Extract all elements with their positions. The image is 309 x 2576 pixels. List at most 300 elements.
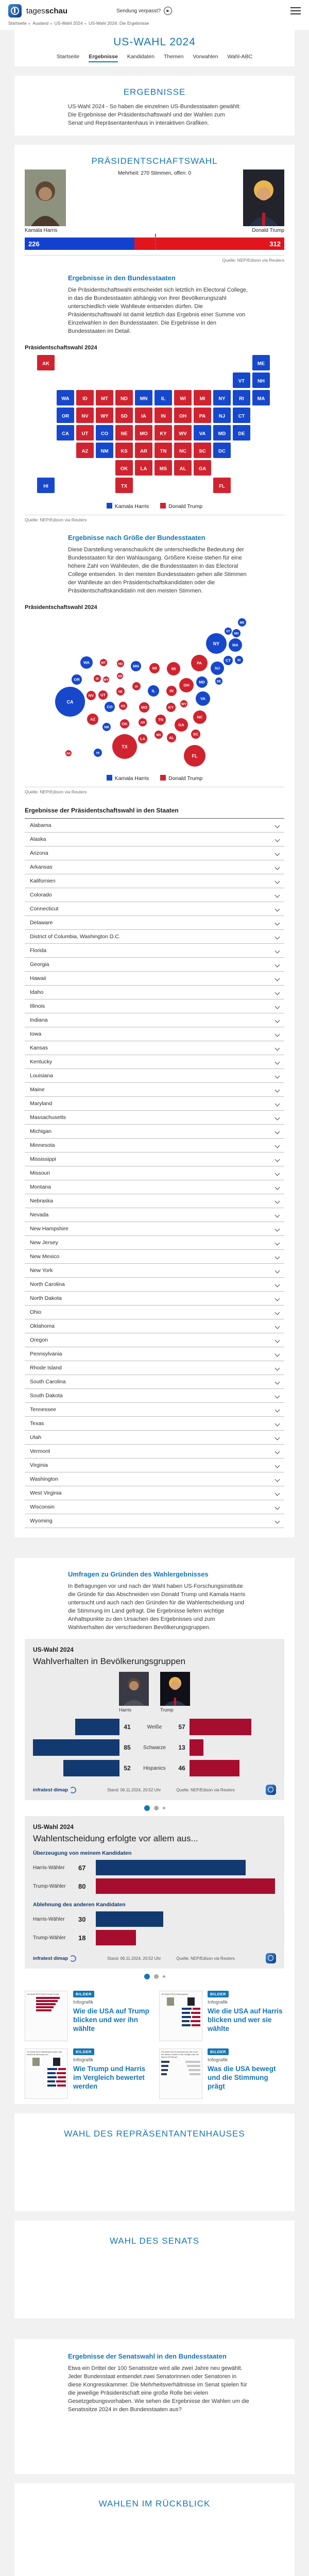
state-tile-NC[interactable] [174, 443, 192, 458]
state-bubble-GA[interactable] [175, 718, 188, 732]
state-tile-TX[interactable] [115, 478, 133, 493]
teaser-kicker: Infografik [208, 2057, 228, 2063]
teaser-title[interactable]: Wie die USA auf Harris blicken und wer sie wählte [208, 2007, 283, 2032]
state-tile-PA[interactable] [194, 408, 211, 423]
state-bubble-TN[interactable] [156, 715, 166, 725]
state-row-idaho[interactable] [25, 986, 284, 999]
state-bubble-WA[interactable] [80, 656, 93, 669]
state-tile-CA[interactable] [57, 425, 74, 440]
state-row-new-mexico[interactable] [25, 1250, 284, 1264]
chart-title: Wahlverhalten in Bevölkerungsgruppen [33, 1656, 186, 1666]
state-row-maryland[interactable] [25, 1097, 284, 1111]
chart-stand: Stand: 06.11.2024, 20:52 Uhr [107, 1787, 161, 1792]
breadcrumb-link[interactable]: Ausland [32, 21, 49, 26]
svg-text:MD: MD [199, 680, 205, 685]
state-bubble-MD[interactable] [196, 676, 208, 688]
state-tile-ME[interactable] [252, 355, 270, 370]
state-tile-OK[interactable] [115, 460, 133, 476]
value: 80 [78, 1882, 86, 1890]
state-tile-CO[interactable] [96, 425, 113, 440]
state-row-label: Ohio [30, 1309, 42, 1315]
state-tile-ID[interactable] [76, 390, 94, 405]
brand-wordmark[interactable] [26, 7, 67, 15]
state-row-rhode-island[interactable] [25, 1361, 284, 1375]
state-tile-WI[interactable] [174, 390, 192, 405]
state-row-new-hampshire[interactable] [25, 1222, 284, 1236]
state-tile-LA[interactable] [135, 460, 152, 476]
state-row-florida[interactable] [25, 944, 284, 958]
state-row-vermont[interactable] [25, 1445, 284, 1459]
svg-text:MN: MN [140, 396, 148, 402]
state-bubble-SD[interactable] [117, 673, 123, 679]
state-bubble-NV[interactable] [87, 691, 96, 700]
demographic-row-schwarze [33, 1737, 276, 1758]
motivation-row [33, 1858, 276, 1877]
state-tile-NM[interactable] [96, 443, 113, 458]
state-row-label: West Virginia [30, 1490, 62, 1496]
majority-marker [155, 234, 156, 250]
svg-text:VT: VT [226, 630, 230, 634]
svg-text:AL: AL [169, 735, 174, 740]
state-bubble-FL[interactable] [184, 745, 205, 767]
state-tile-UT[interactable] [76, 425, 94, 440]
harris-bar [96, 1911, 163, 1927]
svg-text:AR: AR [140, 448, 147, 454]
state-bubble-MO[interactable] [139, 702, 149, 713]
state-bubble-VT[interactable] [225, 628, 232, 635]
state-row-district-of-columbia-washington-d-c-[interactable] [25, 930, 284, 944]
state-row-label: Illinois [30, 1003, 45, 1009]
state-tile-DE[interactable] [233, 425, 250, 440]
chevron-down-icon [275, 1504, 280, 1510]
chevron-down-icon [275, 1351, 280, 1357]
state-tile-MD[interactable] [213, 425, 231, 440]
sendung-verpasst-link[interactable] [116, 7, 172, 15]
bilder-badge: BILDER [73, 2048, 94, 2055]
state-bubble-NE[interactable] [116, 687, 125, 696]
harris-name: Kamala Harris [25, 228, 58, 233]
breadcrumb-separator: ▸ [84, 22, 87, 26]
svg-text:SC: SC [199, 448, 206, 454]
legend-label-trump: Donald Trump [168, 775, 203, 782]
map-label: Präsidentschaftswahl 2024 [25, 345, 97, 351]
state-row-label: Florida [30, 947, 47, 954]
state-tile-FL[interactable] [213, 478, 231, 493]
state-bubble-PA[interactable] [191, 655, 208, 671]
svg-text:GA: GA [178, 722, 184, 727]
state-tile-IL[interactable] [154, 390, 172, 405]
state-bubble-CA[interactable] [55, 687, 85, 717]
state-row-label: Massachusetts [30, 1114, 66, 1121]
state-row-maine[interactable] [25, 1083, 284, 1097]
map-legend [14, 503, 295, 510]
svg-text:MN: MN [133, 664, 139, 669]
svg-text:SC: SC [193, 732, 199, 737]
state-bubble-RI[interactable] [235, 656, 243, 664]
state-tile-MI[interactable] [194, 390, 211, 405]
state-bubble-CT[interactable] [224, 656, 233, 665]
teaser-title[interactable]: Was die USA bewegt und die Stimmung prägt [208, 2065, 276, 2090]
top-bar [0, 0, 309, 20]
svg-text:MI: MI [171, 666, 176, 671]
state-tile-HI[interactable] [37, 478, 55, 493]
state-row-ohio[interactable] [25, 1306, 284, 1319]
state-row-west-virginia[interactable] [25, 1486, 284, 1500]
carousel-dot[interactable] [144, 1974, 150, 1979]
state-bubble-ND[interactable] [117, 660, 124, 667]
svg-text:IL: IL [151, 688, 156, 693]
teaser-kicker: Infografik [73, 1999, 94, 2005]
state-row-alabama[interactable] [25, 819, 284, 833]
state-row-washington[interactable] [25, 1472, 284, 1486]
state-bubble-ME[interactable] [238, 618, 246, 626]
state-bubble-MN[interactable] [131, 661, 141, 671]
tab-ergebnisse[interactable]: Ergebnisse [89, 54, 118, 62]
harris-photo [25, 170, 66, 226]
chart-source: Quelle: NEP/Edison via Reuters [176, 1787, 235, 1792]
polls-heading: Umfragen zu Gründen des Wahlergebnisses [68, 1570, 209, 1578]
svg-text:AR: AR [140, 721, 145, 725]
state-row-kentucky[interactable] [25, 1055, 284, 1069]
state-tile-NE[interactable] [115, 425, 133, 440]
tagesschau-mini-logo [266, 1953, 276, 1963]
state-row-alaska[interactable] [25, 833, 284, 846]
state-tile-CT[interactable] [233, 408, 250, 423]
state-tile-KY[interactable] [154, 425, 172, 440]
state-tile-OR[interactable] [57, 408, 74, 423]
state-tile-VA[interactable] [194, 425, 211, 440]
svg-text:MT: MT [101, 662, 106, 665]
svg-text:OR: OR [74, 677, 80, 682]
svg-text:HI: HI [43, 483, 48, 489]
svg-text:KY: KY [168, 705, 174, 710]
teaser-item[interactable] [159, 2048, 284, 2099]
state-row-massachusetts[interactable] [25, 1111, 284, 1125]
state-bubble-KS[interactable] [119, 702, 127, 710]
svg-text:VT: VT [238, 378, 245, 384]
state-row-kalifornien[interactable] [25, 874, 284, 888]
bilder-badge: BILDER [208, 2048, 229, 2055]
tab-startseite[interactable]: Startseite [56, 54, 80, 60]
svg-text:CA: CA [62, 431, 69, 437]
state-row-georgia[interactable] [25, 958, 284, 972]
state-tile-ND[interactable] [115, 390, 133, 405]
electoral-bar [25, 238, 284, 250]
state-row-nevada[interactable] [25, 1208, 284, 1222]
state-bubble-WI[interactable] [149, 663, 160, 673]
state-tile-MO[interactable] [135, 425, 152, 440]
svg-text:KY: KY [160, 431, 167, 437]
state-tile-AK[interactable] [37, 355, 55, 370]
teaser-title[interactable]: Wie Trump und Harris im Vergleich bewertet werden [73, 2065, 146, 2090]
state-row-south-dakota[interactable] [25, 1389, 284, 1403]
svg-text:OK: OK [122, 721, 128, 726]
hamburger-menu-icon[interactable] [290, 5, 301, 16]
state-row-label: Georgia [30, 961, 49, 968]
svg-text:TN: TN [160, 448, 167, 454]
state-bubble-MA[interactable] [229, 638, 242, 652]
state-bubble-AZ[interactable] [87, 714, 98, 725]
state-row-label: Kentucky [30, 1059, 53, 1065]
state-bubble-NJ[interactable] [211, 662, 224, 675]
svg-text:ID: ID [82, 396, 88, 402]
state-bubble-DE[interactable] [215, 677, 222, 685]
svg-text:MS: MS [159, 466, 167, 472]
legend-swatch-harris [107, 775, 112, 781]
chevron-down-icon [275, 851, 280, 856]
state-tile-AZ[interactable] [76, 443, 94, 458]
svg-text:TX: TX [121, 483, 128, 489]
voter-label: Trump-Wähler [33, 1883, 66, 1889]
state-tile-WA[interactable] [57, 390, 74, 405]
candidates-block [25, 170, 284, 233]
state-bubble-OR[interactable] [72, 674, 82, 685]
state-row-wisconsin[interactable] [25, 1500, 284, 1514]
svg-text:SD: SD [121, 413, 128, 419]
state-row-label: Rhode Island [30, 1365, 62, 1371]
state-row-label: Idaho [30, 989, 44, 995]
source-note: Quelle: NEP/Edison via Reuters [222, 258, 284, 263]
state-bubble-AK[interactable] [65, 750, 72, 756]
trump-name: Donald Trump [252, 228, 284, 233]
state-row-arkansas[interactable] [25, 860, 284, 874]
state-tile-WY[interactable] [96, 408, 113, 423]
state-tile-NH[interactable] [252, 372, 270, 388]
state-tile-SD[interactable] [115, 408, 133, 423]
chevron-down-icon [275, 920, 280, 925]
state-row-minnesota[interactable] [25, 1139, 284, 1153]
tab-vorwahlen[interactable]: Vorwahlen [193, 54, 218, 60]
chevron-down-icon [275, 1031, 280, 1037]
bubble-map[interactable] [46, 613, 263, 770]
state-bubble-KY[interactable] [166, 703, 176, 712]
state-row-arizona[interactable] [25, 846, 284, 860]
teaser-item[interactable] [159, 1991, 284, 2041]
state-row-label: North Carolina [30, 1281, 65, 1287]
state-tile-IN[interactable] [154, 408, 172, 423]
tab-wahl-abc[interactable]: Wahl-ABC [227, 54, 253, 60]
state-row-label: Wyoming [30, 1518, 53, 1524]
state-row-louisiana[interactable] [25, 1069, 284, 1083]
state-row-indiana[interactable] [25, 1013, 284, 1027]
svg-text:PA: PA [197, 660, 202, 666]
chart-title: Wahlentscheidung erfolgte vor allem aus... [33, 1834, 198, 1843]
state-bubble-AR[interactable] [139, 718, 147, 726]
state-row-new-york[interactable] [25, 1264, 284, 1278]
state-row-north-dakota[interactable] [25, 1292, 284, 1306]
chart-footer [33, 1953, 276, 1963]
state-row-label: Delaware [30, 920, 53, 926]
state-row-oregon[interactable] [25, 1333, 284, 1347]
breadcrumb-link[interactable]: Startseite [8, 21, 27, 26]
trump-bar [96, 1930, 136, 1945]
svg-text:KS: KS [121, 705, 126, 708]
state-tile-TN[interactable] [154, 443, 172, 458]
harris-votes-bar [25, 238, 134, 250]
state-tile-AR[interactable] [135, 443, 152, 458]
state-row-missouri[interactable] [25, 1166, 284, 1180]
category-label: Hispanics [143, 1765, 166, 1771]
state-bubble-UT[interactable] [98, 690, 108, 700]
state-bubble-ID[interactable] [94, 675, 101, 682]
state-tile-KS[interactable] [115, 443, 133, 458]
svg-text:AZ: AZ [81, 448, 89, 454]
tab-themen[interactable]: Themen [163, 54, 184, 60]
state-tile-SC[interactable] [194, 443, 211, 458]
state-row-utah[interactable] [25, 1431, 284, 1445]
state-row-label: Pennsylvania [30, 1351, 62, 1357]
state-bubble-AL[interactable] [167, 733, 176, 742]
state-row-label: Connecticut [30, 906, 59, 912]
state-bubble-IA[interactable] [132, 682, 141, 690]
state-row-tennessee[interactable] [25, 1403, 284, 1417]
state-bubble-MT[interactable] [100, 659, 107, 666]
state-row-oklahoma[interactable] [25, 1319, 284, 1333]
state-row-illinois[interactable] [25, 999, 284, 1013]
teaser-item[interactable] [25, 2048, 150, 2099]
chevron-down-icon [275, 1449, 280, 1454]
bilder-badge: BILDER [73, 1991, 94, 1997]
state-tile-DC[interactable] [213, 443, 231, 458]
state-tile-VT[interactable] [233, 372, 250, 388]
state-row-label: North Dakota [30, 1295, 62, 1301]
state-bubble-OK[interactable] [120, 719, 129, 728]
tab-kandidaten[interactable]: Kandidaten [127, 54, 154, 60]
state-row-nebraska[interactable] [25, 1194, 284, 1208]
carousel-dot[interactable] [144, 1805, 150, 1811]
source-note: Quelle: NEP/Edison via Reuters [25, 789, 87, 794]
state-bubble-WY[interactable] [103, 676, 109, 683]
state-tile-GA[interactable] [194, 460, 211, 476]
carousel-dot[interactable] [163, 1975, 165, 1978]
state-bubble-NH[interactable] [232, 629, 241, 637]
state-tile-MT[interactable] [96, 390, 113, 405]
chevron-down-icon [275, 1421, 280, 1426]
state-bubble-MI[interactable] [167, 662, 180, 675]
state-row-wyoming[interactable] [25, 1514, 284, 1528]
state-bubble-NC[interactable] [193, 710, 207, 724]
state-bubble-CO[interactable] [105, 702, 115, 712]
state-bubble-TX[interactable] [112, 734, 137, 759]
svg-text:NJ: NJ [218, 413, 226, 419]
state-row-label: Colorado [30, 892, 52, 898]
state-row-texas[interactable] [25, 1417, 284, 1431]
state-bubble-NY[interactable] [206, 633, 227, 654]
svg-text:NM: NM [104, 726, 109, 730]
state-row-pennsylvania[interactable] [25, 1347, 284, 1361]
section-title-ergebnisse: ERGEBNISSE [123, 87, 186, 97]
breadcrumb-separator: ▸ [50, 22, 53, 26]
svg-text:MO: MO [141, 705, 148, 710]
chevron-down-icon [275, 1059, 280, 1064]
state-row-connecticut[interactable] [25, 902, 284, 916]
svg-text:ND: ND [118, 663, 123, 666]
state-tile-MN[interactable] [135, 390, 152, 405]
tagesschau-logo-icon[interactable] [8, 4, 22, 18]
svg-text:FL: FL [219, 483, 225, 489]
trump-votes-bar [134, 238, 284, 250]
state-tile-MS[interactable] [154, 460, 172, 476]
state-tile-WV[interactable] [174, 425, 192, 440]
voter-label: Harris-Wähler [33, 1865, 65, 1871]
carousel-dot[interactable] [154, 1974, 159, 1979]
demographic-row-hispanics [33, 1758, 276, 1778]
svg-text:LA: LA [140, 466, 147, 472]
state-row-michigan[interactable] [25, 1125, 284, 1139]
state-bubble-IN[interactable] [166, 686, 177, 696]
state-tile-NY[interactable] [213, 390, 231, 405]
state-tile-AL[interactable] [174, 460, 192, 476]
tab-bar [14, 54, 295, 66]
state-bubble-LA[interactable] [138, 734, 147, 743]
trump-bar [190, 1760, 239, 1776]
teaser-item[interactable] [25, 1991, 150, 2041]
legend-label-harris: Kamala Harris [114, 775, 149, 782]
state-row-colorado[interactable] [25, 888, 284, 902]
demographic-row-weiße [33, 1717, 276, 1737]
teaser-title[interactable]: Wie die USA auf Trump blicken und wer ihn wählte [73, 2007, 149, 2032]
state-bubble-NM[interactable] [102, 723, 111, 731]
chevron-down-icon [275, 934, 280, 939]
chevron-down-icon [275, 1518, 280, 1523]
svg-text:DE: DE [216, 680, 221, 684]
state-tile-IA[interactable] [135, 408, 152, 423]
state-tile-MA[interactable] [252, 390, 270, 405]
state-row-montana[interactable] [25, 1180, 284, 1194]
breadcrumb-link[interactable]: US-Wahl 2024 [54, 21, 83, 26]
svg-text:WV: WV [179, 431, 187, 437]
state-row-hawaii[interactable] [25, 972, 284, 986]
state-bubble-VA[interactable] [196, 691, 210, 706]
state-row-iowa[interactable] [25, 1027, 284, 1041]
state-row-kansas[interactable] [25, 1041, 284, 1055]
carousel-dot[interactable] [154, 1806, 159, 1810]
chevron-down-icon [275, 1240, 280, 1245]
state-row-north-carolina[interactable] [25, 1278, 284, 1292]
state-bubble-HI[interactable] [94, 749, 102, 757]
state-row-label: New Mexico [30, 1253, 60, 1260]
section-title-praesidentschaftswahl: PRÄSIDENTSCHAFTSWAHL [91, 156, 218, 166]
state-bubble-MS[interactable] [154, 731, 163, 739]
trump-photo [243, 170, 284, 226]
carousel-dot[interactable] [163, 1807, 165, 1809]
state-tile-OH[interactable] [174, 408, 192, 423]
state-row-new-jersey[interactable] [25, 1236, 284, 1250]
trump-bar [96, 1878, 275, 1894]
state-bubble-IL[interactable] [148, 685, 159, 697]
state-row-delaware[interactable] [25, 916, 284, 930]
state-bubble-SC[interactable] [191, 730, 200, 739]
svg-text:HI: HI [96, 752, 99, 755]
state-row-south-carolina[interactable] [25, 1375, 284, 1389]
chevron-down-icon [275, 1490, 280, 1496]
choropleth-map[interactable] [25, 354, 284, 498]
size-heading: Ergebnisse nach Größe der Bundesstaaten [68, 534, 205, 541]
svg-text:AL: AL [179, 466, 186, 472]
svg-text:NC: NC [197, 715, 203, 720]
state-bubble-OH[interactable] [179, 678, 194, 692]
legend-swatch-trump [160, 503, 166, 509]
state-tile-RI[interactable] [233, 390, 250, 405]
state-row-mississippi[interactable] [25, 1153, 284, 1166]
state-tile-NJ[interactable] [213, 408, 231, 423]
state-bubble-WV[interactable] [180, 700, 187, 707]
svg-text:CA: CA [66, 699, 74, 705]
svg-text:MS: MS [156, 734, 161, 737]
state-tile-NV[interactable] [76, 408, 94, 423]
breadcrumb-link[interactable]: US-Wahl 2024: Die Ergebnisse [89, 21, 149, 26]
state-row-virginia[interactable] [25, 1459, 284, 1472]
